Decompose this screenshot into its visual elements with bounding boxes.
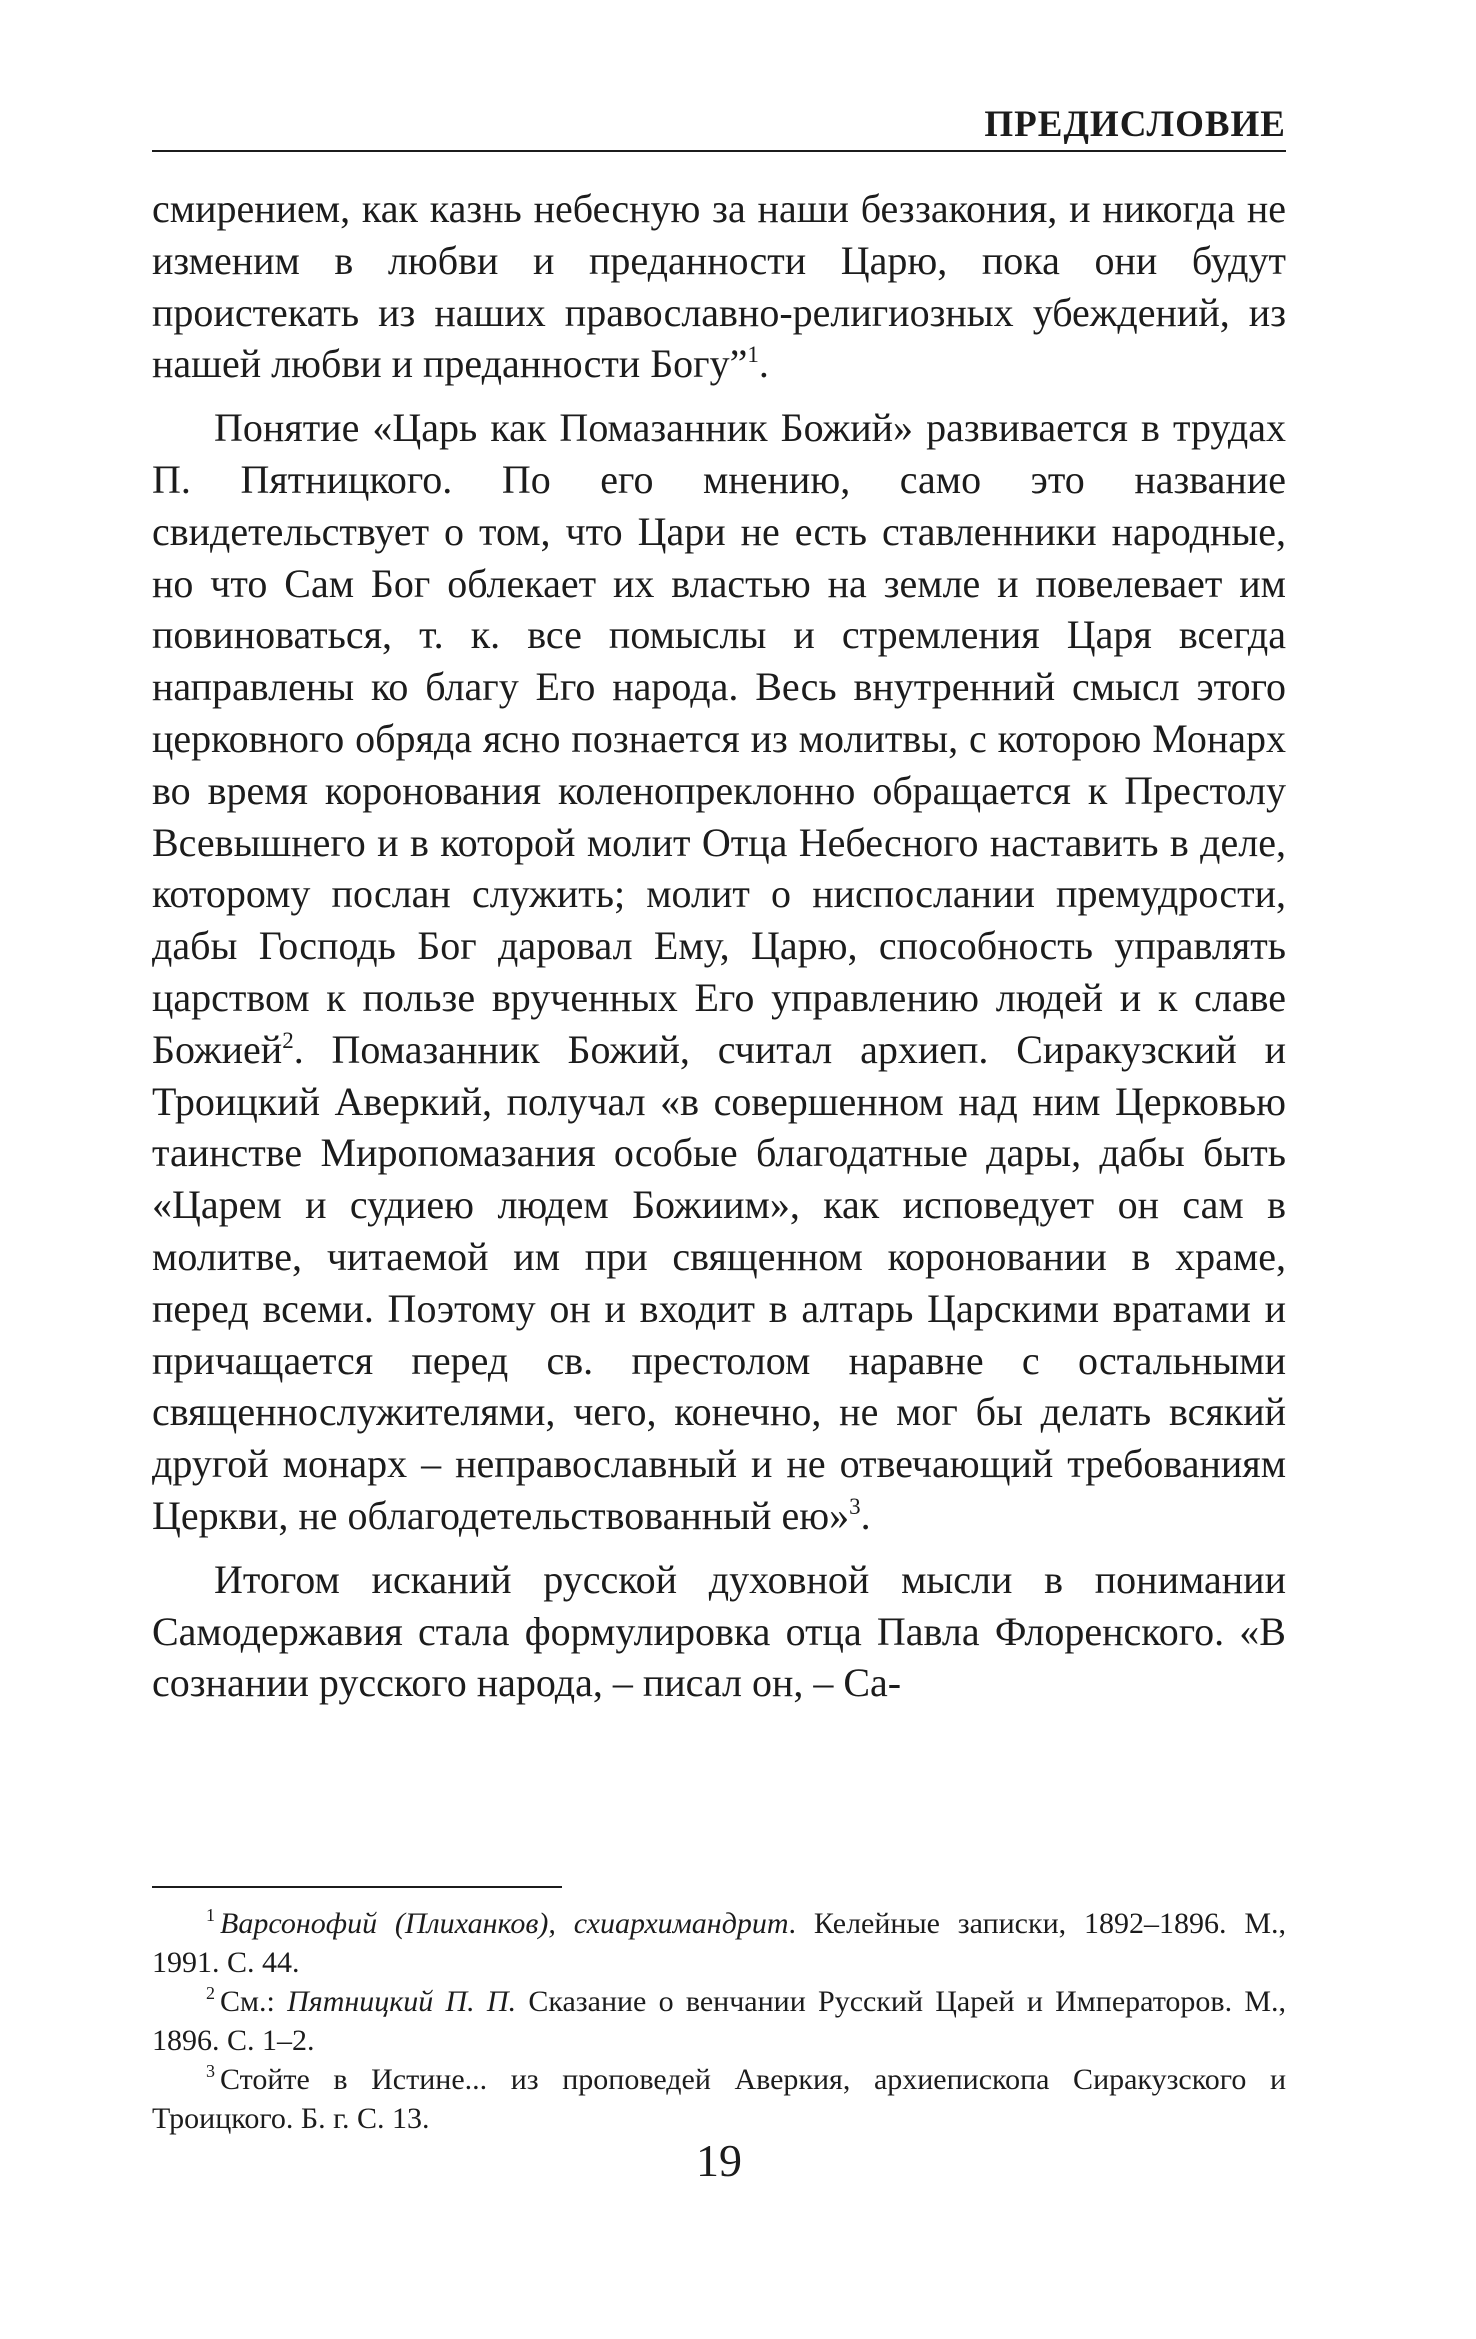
footnote-mark: 2 xyxy=(206,1983,215,2003)
footnote-author: Варсонофий (Плиханков), схиархимандрит xyxy=(220,1907,789,1940)
footnote xyxy=(152,1904,1286,1982)
footnote-ref: 3 xyxy=(849,1493,861,1519)
footnote-prefix: См.: xyxy=(220,1985,288,2018)
paragraph-text-tail: . xyxy=(758,341,769,387)
footnote-ref: 1 xyxy=(747,342,759,368)
footnote-rule xyxy=(152,1886,562,1888)
footnote-text: Стойте в Истине... из проповедей Аверкия, архиепископа Сиракузского и Троицкого. Б. г. С. 13. xyxy=(152,2063,1286,2135)
footnotes xyxy=(152,1904,1286,2138)
paragraph-text: смирением, как казнь небесную за наши беззакония, и никогда не изменим в любви и преданности Царю, пока они будут проистекать из наших православно-религиозных убеждений, из нашей любви и преданности Богу” xyxy=(152,186,1286,387)
page-number: 19 xyxy=(696,2135,742,2186)
footnote-author: Пятницкий П. П. xyxy=(287,1985,517,2018)
paragraph xyxy=(152,402,1286,1542)
footnote-mark: 3 xyxy=(206,2061,215,2081)
footnote-text: . Келейные записки, 1892–1896. М., 1991. С. 44. xyxy=(152,1907,1286,1979)
paragraph-text-tail: . xyxy=(860,1492,871,1538)
header-rule xyxy=(152,150,1286,152)
main-text xyxy=(152,183,1286,1721)
footnote-ref: 2 xyxy=(282,1027,294,1053)
paragraph-text: Итогом исканий русской духовной мысли в понимании Самодержавия стала формулировка отца Павла Флоренского. «В сознании русского народа, – писал он, – Са- xyxy=(152,1556,1286,1706)
running-head: ПРЕДИСЛОВИЕ xyxy=(984,104,1286,145)
paragraph-text-tail: . Помазанник Божий, считал архиеп. Сиракузский и Троицкий Аверкий, получал «в совершенном над ним Церковью таинстве Миропомазания особые благодатные дары, дабы быть «Царем и судиею людем Божиим», как исповедует он сам в молитве, читаемой им при священном короновании в храме, перед всеми. Поэтому он и входит в алтарь Царскими вратами и причащается перед св. престолом наравне с остальными священнослужителями, чего, конечно, не мог бы делать всякий другой монарх – неправославный и не отвечающий требованиям Церкви, не облагодетельствованный ею» xyxy=(152,1026,1286,1538)
paragraph xyxy=(152,1554,1286,1709)
footnote xyxy=(152,2060,1286,2138)
book-page xyxy=(152,0,1286,2339)
footnote-mark: 1 xyxy=(206,1905,215,1925)
paragraph-text: Понятие «Царь как Помазанник Божий» развивается в трудах П. Пятницкого. По его мнению, само это название свидетельствует о том, что Цари не есть ставленники народные, но что Сам Бог облекает их властью на земле и повелевает им повиноваться, т. к. все помыслы и стремления Царя всегда направлены ко благу Его народа. Весь внутренний смысл этого церковного обряда ясно познается из молитвы, с которою Монарх во время коронования коленопреклонно обращается к Престолу Всевышнего и в которой молит Отца Небесного наставить в деле, которому послан служить; молит о ниспослании премудрости, дабы Господь Бог даровал Ему, Царю, способность управлять царством к пользе врученных Его управлению людей и к славе Божией xyxy=(152,405,1286,1072)
paragraph xyxy=(152,183,1286,390)
footnote xyxy=(152,1982,1286,2060)
footnote-text: Сказание о венчании Русский Царей и Императоров. М., 1896. С. 1–2. xyxy=(152,1985,1286,2057)
